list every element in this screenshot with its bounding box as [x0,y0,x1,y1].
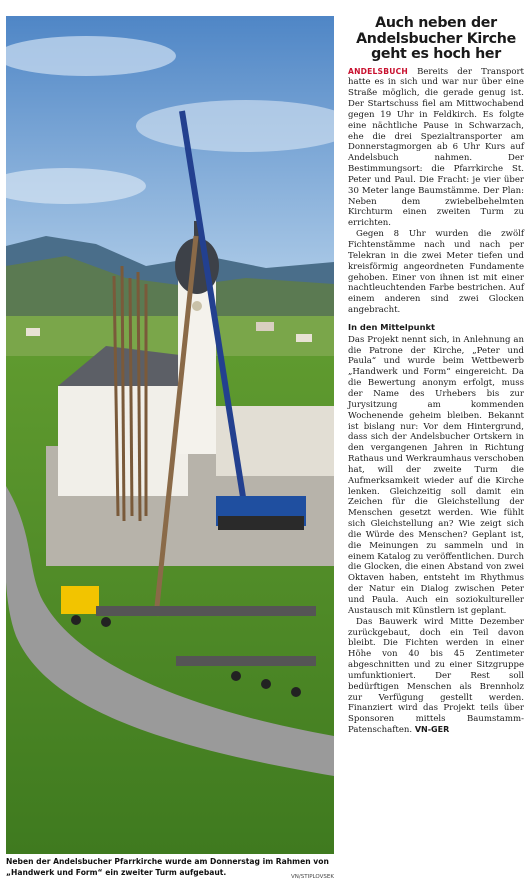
subheading: In den Mittelpunkt [348,321,435,332]
article-body [348,67,524,736]
paragraph-4 [348,617,524,736]
photo-credit: VN/STIPLOVSEK [291,874,334,880]
dateline: ANDELSBUCH [348,66,408,76]
article-photo [6,16,334,854]
paragraph-1-text: Bereits der Transport hatte es in sich und war nur über eine Straße möglich, die gerade genug ist. Der Startschuss fiel am Mittwochabend gegen 19 Uhr in Feldkirch. Es folgte eine nächtliche Pause in Schwarzach, ehe die drei Spezialtransporter am Donnerstagmorgen ab 6 Uhr Kurs auf Andelsbuch nahmen. Der Bestimmungsort: die Pfarrkirche St. Peter und Paul. Die Fracht: je vier über 30 Meter lange Baumstämme. Der Plan: Neben dem zwiebelbehelmten Kirchturm einen zweiten Turm zu errichten. [348,66,524,229]
headline: Auch neben der Andelsbucher Kirche geht es hoch her [356,15,516,62]
aerial-photo-icon [6,16,334,854]
paragraph-3: Das Projekt nennt sich, in Anlehnung an die Patrone der Kirche, „Peter und Paula“ und wurde beim Wettbewerb „Handwerk und Form“ eingereicht. Da die Bewertung anonym erfolgt, muss der Name des Urhebers bis zur Jurysitzung am kommenden Wochenende geheim bleiben. Bekannt ist bislang nur: Vor dem Hintergrund, dass sich der Andelsbucher Ortskern in den vergangenen Jahren in Richtung Rathaus und Werkraumhaus verschoben hat, will der zweite Turm die Aufmerksamkeit wieder auf die Kirche lenken. Gleichzeitig soll damit ein Zeichen für die Gleichstellung der Menschen gesetzt werden. Wie fühlt sich Gleichstellung an? Wie zeigt sich die Würde des Menschen? Geplant ist, die Meinungen zu sammeln und in einem Katalog zu veröffentlichen. Durch die Glocken, die einen Abstand von zwei Oktaven haben, entsteht im Rhythmus der Natur ein Dialog zwischen Peter und Paula. Auch ein soziokultureller Austausch mit Künstlern ist geplant. [348,334,524,616]
article [348,14,524,886]
caption-text: Neben der Andelsbucher Pfarrkirche wurde am Donnerstag im Rahmen von „Handwerk und Form“ ein zweiter Turm aufgebaut. [6,857,329,877]
paragraph-1 [348,67,524,230]
paragraph-2: Gegen 8 Uhr wurden die zwölf Fichtenstämme nach und nach per Telekran in die zwei Meter tiefen und kreisförmig angeordneten Fundamente gehoben. Einer von ihnen ist mit einer nachtleuchtenden Farbe bestrichen. Auf einem anderen sind zwei Glocken angebracht. [348,229,524,316]
author-tag: VN-GER [414,725,450,735]
photo-caption [6,856,334,886]
paragraph-4-text: Das Bauwerk wird Mitte Dezember zurückgebaut, doch ein Teil davon bleibt. Die Fichten werden in einer Höhe von 40 bis 45 Zentimeter abgeschnitten und zu einer Sitzgruppe umfunktioniert. Der Rest soll bedürftigen Menschen als Brennholz zur Verfügung gestellt werden. Finanziert wird das Projekt teils über Sponsoren mittels Baumstamm-Patenschaften. [348,616,524,736]
